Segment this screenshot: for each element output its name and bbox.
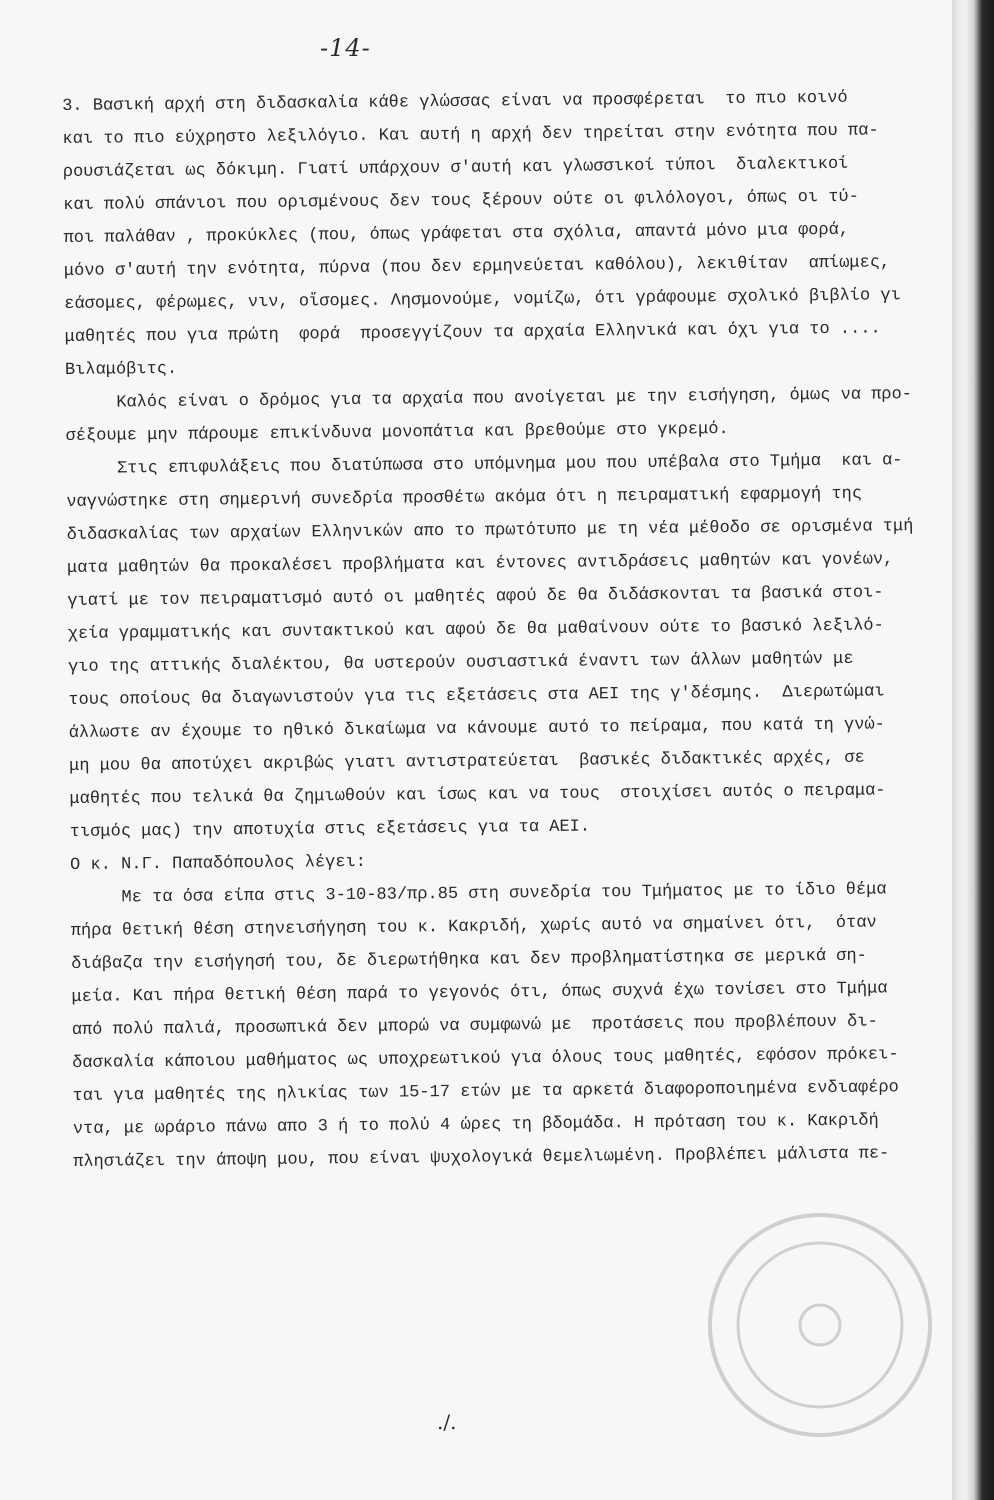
page-number: -14-	[320, 34, 371, 62]
text-line: Στις επιφυλάξεις που διατύπωσα στο υπόμνημα μου που υπέβαλα στο Τμήμα και α-	[65, 451, 903, 479]
text-line: πλησιάζει την άποψη μου, που είναι ψυχολογικά θεμελιωμένη. Προβλέπει μάλιστα πε-	[73, 1144, 890, 1172]
text-line: γιο της αττικής διαλέκτου, θα υστερούν ουσιαστικά έναντι των άλλων μαθητών με	[67, 649, 854, 677]
text-line: γιατί με τον πειραματισμό αυτό οι μαθητές αφού δε θα διδάσκονται τα βασικά στοι-	[67, 583, 884, 611]
text-line: διδασκαλίας των αρχαίων Ελληνικών απο το πρωτότυπο με τη νέα μέθοδο σε ορισμένα τμή	[66, 517, 914, 545]
text-line: άλλωστε αν έχουμε το ηθικό δικαίωμα να κάνουμε αυτό το πείραμα, που κατά τη γνώ-	[68, 715, 885, 743]
text-line: διάβαζα την εισήγησή του, δε διερωτήθηκα και δεν προβληματίστηκα σε μερικά ση-	[71, 946, 867, 974]
document-body	[62, 81, 951, 1179]
text-line: 3. Βασική αρχή στη διδασκαλία κάθε γλώσσας είναι να προσφέρεται το πιο κοινό	[62, 88, 848, 116]
text-line: μόνο σ'αυτή την ενότητα, πύρνα (που δεν ερμηνεύεται καθόλου), λεκιθίταν απίωμες,	[63, 253, 891, 281]
text-line: ντα, με ωράριο πάνω απο 3 ή το πολύ 4 ώρες τη βδομάδα. Η πρόταση του κ. Κακριδή	[72, 1111, 879, 1139]
text-line: Βιλαμόβιτς.	[64, 359, 178, 380]
text-line: εάσομες, φέρωμες, νιν, οἴσομες. Λησμονούμε, νομίζω, ότι γράφουμε σχολικό βιβλίο γι	[64, 286, 901, 314]
text-line: μαθητές που τελικά θα ζημιωθούν και ίσως και να τους στοιχίσει αυτός ο πειραμα-	[69, 781, 886, 809]
book-binding-edge	[952, 0, 994, 1500]
text-line: ται για μαθητές της ηλικίας των 15-17 ετών με τα αρκετά διαφοροποιημένα ενδιαφέρο	[72, 1078, 899, 1106]
text-line: μη μου θα αποτύχει ακριβώς γιατι αντιστρατεύεται βασικές διδακτικές αρχές, σε	[68, 748, 865, 776]
text-line: ποι παλάθαν , προκύκλες (που, όπως γράφεται στα σχόλια, απαντά μόνο μια φορά,	[63, 220, 850, 248]
text-line: ρουσιάζεται ως δόκιμη. Γιατί υπάρχουν σ'αυτή και γλωσσικοί τύποι διαλεκτικοί	[62, 154, 849, 182]
text-line: ματα μαθητών θα προκαλέσει προβλήματα και έντονες αντιδράσεις μαθητών και γονέων,	[66, 550, 894, 578]
continuation-mark: ./.	[437, 1410, 457, 1434]
text-line: Ο κ. Ν.Γ. Παπαδόπουλος λέγει:	[70, 852, 367, 875]
text-line: πήρα θετική θέση στηνεισήγηση του κ. Κακριδή, χωρίς αυτό να σημαίνει ότι, όταν	[70, 913, 877, 941]
text-line: χεία γραμματικής και συντακτικού και αφού δε θα μαθαίνουν ούτε το βασικό λεξιλό-	[67, 616, 884, 644]
text-line: μαθητές που για πρώτη φορά προσεγγίζουν τα αρχαία Ελληνικά και όχι για το ....	[64, 319, 881, 347]
text-line: δασκαλία κάποιου μαθήματος ως υποχρεωτικού για όλους τους μαθητές, εφόσον πρόκει-	[72, 1045, 899, 1073]
text-line: και το πιο εύχρηστο λεξιλόγιο. Και αυτή η αρχή δεν τηρείται στην ενότητα που πα-	[62, 121, 879, 149]
text-line: μεία. Και πήρα θετική θέση παρά το γεγονός ότι, όπως συχνά έχω τονίσει στο Τμήμα	[71, 979, 888, 1007]
text-line: τισμός μας) την αποτυχία στις εξετάσεις για τα ΑΕΙ.	[69, 817, 591, 842]
text-line: Καλός είναι ο δρόμος για τα αρχαία που ανοίγεται με την εισήγηση, όμως να προ-	[65, 385, 913, 413]
text-line: Με τα όσα είπα στις 3-10-83/πρ.85 στη συνεδρία του Τμήματος με το ίδιο θέμα	[70, 880, 887, 908]
text-line: από πολύ παλιά, προσωπικά δεν μπορώ να συμφωνώ με προτάσεις που προβλέπουν δι-	[71, 1012, 878, 1040]
text-line: ναγνώστηκε στη σημερινή συνεδρία προσθέτω ακόμα ότι η πειραματική εφαρμογή της	[66, 484, 863, 512]
text-line: τους οποίους θα διαγωνιστούν για τις εξετάσεις στα ΑΕΙ της γ'δέσμης. Διερωτώμαι	[68, 682, 885, 710]
text-line: και πολύ σπάνιοι που ορισμένους δεν τους ξέρουν ούτε οι φιλόλογοι, όπως οι τύ-	[63, 187, 859, 215]
library-stamp	[700, 1205, 940, 1445]
text-line: σέξουμε μην πάρουμε επικίνδυνα μονοπάτια και βρεθούμε στο γκρεμό.	[65, 420, 729, 446]
